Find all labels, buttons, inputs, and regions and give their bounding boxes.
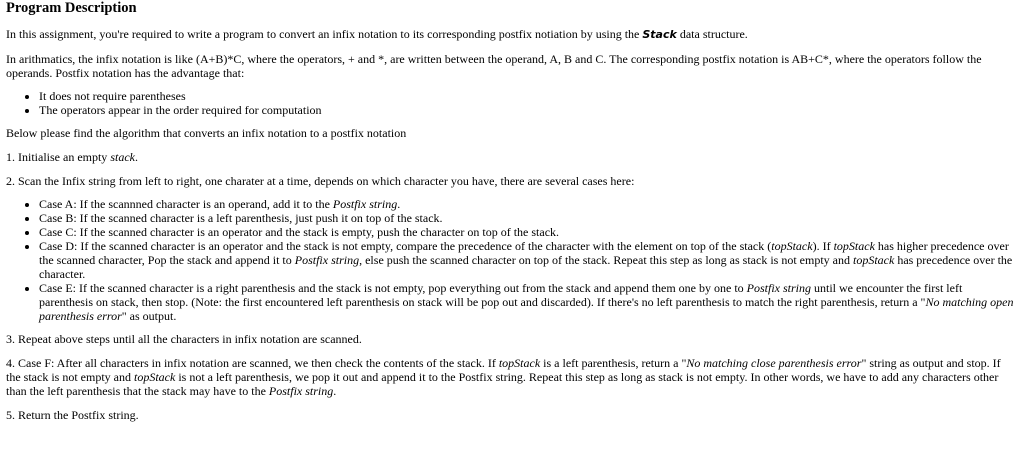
intro-text-end: data structure. bbox=[676, 27, 748, 41]
case-a bbox=[39, 197, 1016, 211]
case-a-text: Case A: If the scannned character is an operand, add it to the bbox=[39, 197, 333, 211]
arithmetics-paragraph: In arithmatics, the infix notation is like (A+B)*C, where the operators, + and *, are written between the operand, A, B and C. The corresponding postfix notation is AB+C*, where the operators follow the operands. Postfix notation has the advantage that: bbox=[6, 52, 982, 80]
case-b: • Case B: If the scanned character is a left parenthesis, just push it on top of the stack. bbox=[39, 211, 1016, 225]
case-e-text: " as output. bbox=[121, 309, 177, 323]
step-4-text: 4. Case F: After all characters in infix notation are scanned, we then check the contents of the stack. If bbox=[6, 356, 499, 370]
step-4-text: is not a left parenthesis, we pop it out and append it to the Postfix string. Repeat this step as long as stack is not empty. In other words, we have to add any characters other than the left parenthesis that the stack may have to the bbox=[6, 370, 999, 398]
intro-text: In this assignment, you're required to write a program to convert an infix notation to its corresponding postfix notiation by using the bbox=[6, 27, 643, 41]
step-1-end: . bbox=[134, 150, 138, 164]
case-d-text: Case D: If the scanned character is an operator and the stack is not empty, compare the precedence of the character with the element on top of the stack ( bbox=[39, 239, 772, 253]
case-e-text: until we encounter the first left parenthesis on stack, then stop. (Note: the first encountered left parenthesis on stack will be pop out and discarded). If there's no left parenthesis to match the right parenthesis, return a " bbox=[39, 281, 963, 309]
intro-paragraph bbox=[6, 27, 1016, 42]
step-4-text: . bbox=[333, 384, 337, 398]
stack-term: Stack bbox=[642, 28, 677, 41]
step-3: 3. Repeat above steps until all the characters in infix notation are scanned. bbox=[6, 332, 362, 346]
case-d bbox=[39, 239, 1016, 281]
algorithm-intro: Below please find the algorithm that converts an infix notation to a postfix notation bbox=[6, 126, 407, 140]
case-d-emphasis: topStack bbox=[852, 253, 895, 267]
list-item: • The operators appear in the order required for computation bbox=[39, 103, 1016, 117]
list-item: • It does not require parentheses bbox=[39, 89, 1016, 103]
step-4-emphasis: topStack bbox=[133, 370, 176, 384]
case-d-text: , else push the scanned character on top of the stack. Repeat this step as long as stack is not empty and bbox=[359, 253, 853, 267]
step-1 bbox=[6, 150, 1016, 164]
case-d-emphasis: topStack bbox=[771, 239, 813, 253]
advantages-list bbox=[6, 89, 1016, 117]
cases-list bbox=[6, 197, 1016, 323]
case-d-emphasis: Postfix string bbox=[294, 253, 360, 267]
step-2: 2. Scan the Infix string from left to right, one charater at a time, depends on which character you have, there are several cases here: bbox=[6, 174, 635, 188]
step-1-emphasis: stack bbox=[110, 150, 135, 164]
case-e-text: Case E: If the scanned character is a right parenthesis and the stack is not empty, pop everything out from the stack and append them one by one to bbox=[39, 281, 747, 295]
step-4-text: " string as output and stop. If the stack is not empty and bbox=[6, 356, 1001, 384]
step-4-emphasis: Postfix string bbox=[268, 384, 334, 398]
case-e-emphasis: Postfix string bbox=[746, 281, 812, 295]
step-4-emphasis: No matching close parenthesis error bbox=[686, 356, 862, 370]
case-c: • Case C: If the scanned character is an operator and the stack is empty, push the character on top of the stack. bbox=[39, 225, 1016, 239]
case-d-emphasis: topStack bbox=[833, 239, 875, 253]
case-a-emphasis: Postfix string bbox=[332, 197, 398, 211]
case-e bbox=[39, 281, 1016, 323]
step-4-text: is a left parenthesis, return a " bbox=[540, 356, 687, 370]
case-d-text: has precedence over the character. bbox=[39, 253, 1013, 281]
step-5: 5. Return the Postfix string. bbox=[6, 408, 139, 422]
step-4-emphasis: topStack bbox=[498, 356, 541, 370]
case-e-emphasis: No matching open parenthesis error bbox=[39, 295, 1014, 323]
page-title: Program Description bbox=[6, 0, 137, 16]
case-a-end: . bbox=[397, 197, 401, 211]
case-d-text: has higher precedence over the scanned character, Pop the stack and append it to bbox=[39, 239, 1009, 267]
case-d-text: ). If bbox=[812, 239, 834, 253]
step-1-text: 1. Initialise an empty bbox=[6, 150, 111, 164]
step-4 bbox=[6, 356, 1016, 398]
